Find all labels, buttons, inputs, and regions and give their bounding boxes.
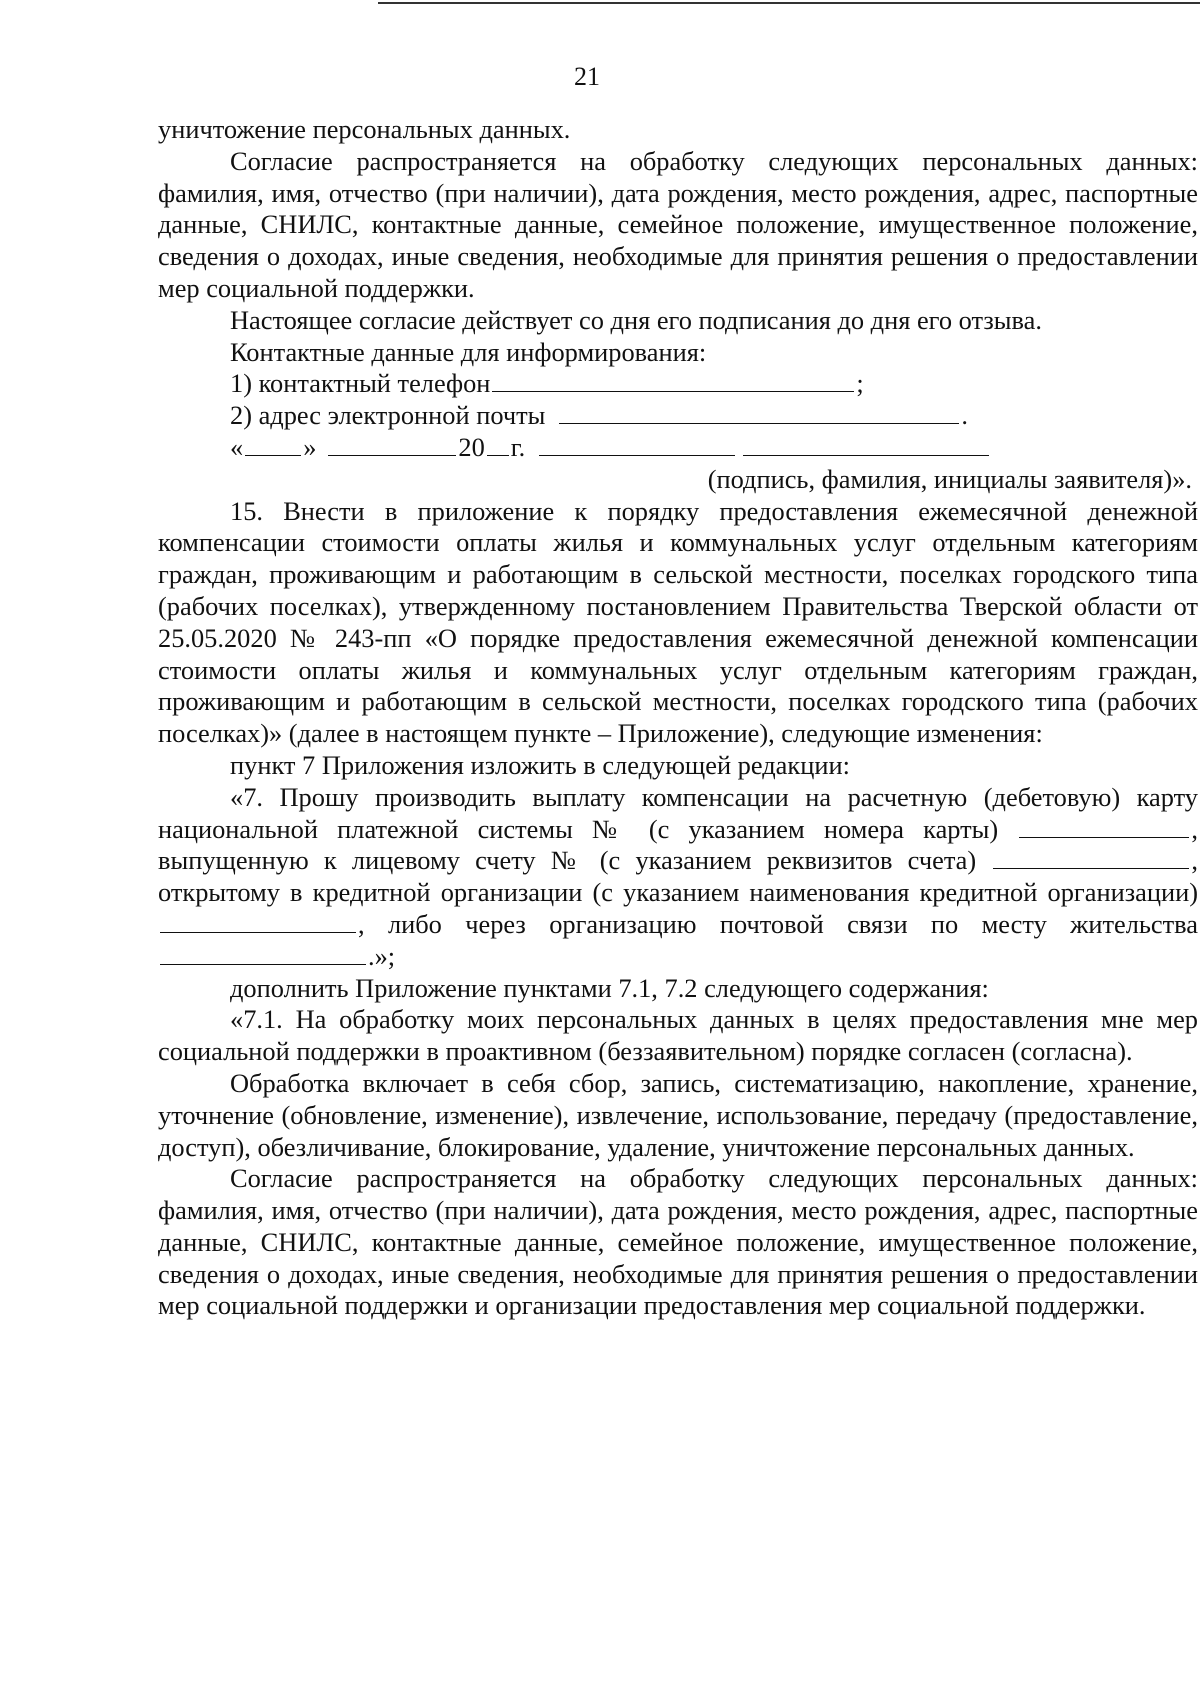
date-quote-open: « <box>230 431 244 462</box>
account-blank <box>993 867 1189 869</box>
day-blank <box>245 454 301 456</box>
email-label: 2) адрес электронной почты <box>230 400 546 431</box>
phone-label: 1) контактный телефон <box>230 368 491 399</box>
signature-blank <box>539 454 735 456</box>
year-suffix: г. <box>510 431 526 462</box>
page-top-border <box>378 2 1200 4</box>
email-end: . <box>961 400 968 431</box>
name-blank <box>743 454 989 456</box>
email-blank <box>559 422 959 424</box>
signature-caption: (подпись, фамилия, инициалы заявителя)». <box>707 463 1192 494</box>
paragraph-contact-heading: Контактные данные для информирования: <box>230 336 707 367</box>
page-number: 21 <box>574 62 600 91</box>
date-signature-line <box>158 432 1198 464</box>
phone-line <box>158 368 1198 400</box>
paragraph-destruction: уничтожение персональных данных. <box>158 114 571 144</box>
item-7-card-text: «7. Прошу производить выплату компенсации на расчетную (дебетовую) карту национальной платежной системы № (с указанием номера карты) <box>158 781 1198 844</box>
item-7-post-text: , либо через организацию почтовой связи по месту жительства <box>358 908 1198 939</box>
post-office-blank <box>160 963 366 965</box>
paragraph-items-71-72-intro: дополнить Приложение пунктами 7.1, 7.2 следующего содержания: <box>230 972 989 1003</box>
year-prefix: 20 <box>458 431 485 462</box>
paragraph-item-7 <box>158 782 1198 973</box>
bank-blank <box>160 931 356 933</box>
paragraph-consent-validity: Настоящее согласие действует со дня его подписания до дня его отзыва. <box>230 304 1042 335</box>
paragraph-consent-scope-2: Согласие распространяется на обработку следующих персональных данных: фамилия, имя, отчество (при наличии), дата рождения, место рождения, адрес, паспортные данные, СНИЛС, контактные данные, семейное положение, имущественное положение, сведения о доходах, иные сведения, необходимые для принятия решения о предоставлении мер социальной поддержки и организации предоставления мер социальной поддержки. <box>158 1163 1198 1321</box>
item-7-bank-text: , открытому в кредитной организации (с указанием наименования кредитной организации) <box>158 845 1198 908</box>
phone-blank <box>492 390 854 392</box>
document-body <box>158 114 1198 1322</box>
phone-end: ; <box>856 368 864 399</box>
paragraph-item-7-1: «7.1. На обработку моих персональных данных в целях предоставления мне мер социальной поддержки в проактивном (беззаявительном) порядке согласен (согласна). <box>158 1004 1198 1067</box>
paragraph-item-7-intro: пункт 7 Приложения изложить в следующей редакции: <box>230 749 850 780</box>
date-quote-close: » <box>303 431 317 462</box>
card-number-blank <box>1019 836 1189 838</box>
item-7-account-text: , выпущенную к лицевому счету № (с указанием реквизитов счета) <box>158 813 1198 876</box>
paragraph-item-15: 15. Внести в приложение к порядку предоставления ежемесячной денежной компенсации стоимости оплаты жилья и коммунальных услуг отдельным категориям граждан, проживающим и работающим в сельской местности, поселках городского типа (рабочих поселках), утвержденному постановлением Правительства Тверской области от 25.05.2020 № 243-пп «О порядке предоставления ежемесячной денежной компенсации стоимости оплаты жилья и коммунальных услуг отдельным категориям граждан, проживающим и работающим в сельской местности, поселках городского типа (рабочих поселках)» (далее в настоящем пункте – Приложение), следующие изменения: <box>158 495 1198 749</box>
paragraph-consent-scope: Согласие распространяется на обработку следующих персональных данных: фамилия, имя, отчество (при наличии), дата рождения, место рождения, адрес, паспортные данные, СНИЛС, контактные данные, семейное положение, имущественное положение, сведения о доходах, иные сведения, необходимые для принятия решения о предоставлении мер социальной поддержки. <box>158 145 1198 303</box>
year-blank <box>487 454 509 456</box>
email-line <box>158 400 1198 432</box>
paragraph-processing: Обработка включает в себя сбор, запись, систематизацию, накопление, хранение, уточнение (обновление, изменение), извлечение, использование, передачу (предоставление, доступ), обезличивание, блокирование, удаление, уничтожение персональных данных. <box>158 1067 1198 1162</box>
month-blank <box>328 454 456 456</box>
item-7-end: .»; <box>368 940 396 971</box>
